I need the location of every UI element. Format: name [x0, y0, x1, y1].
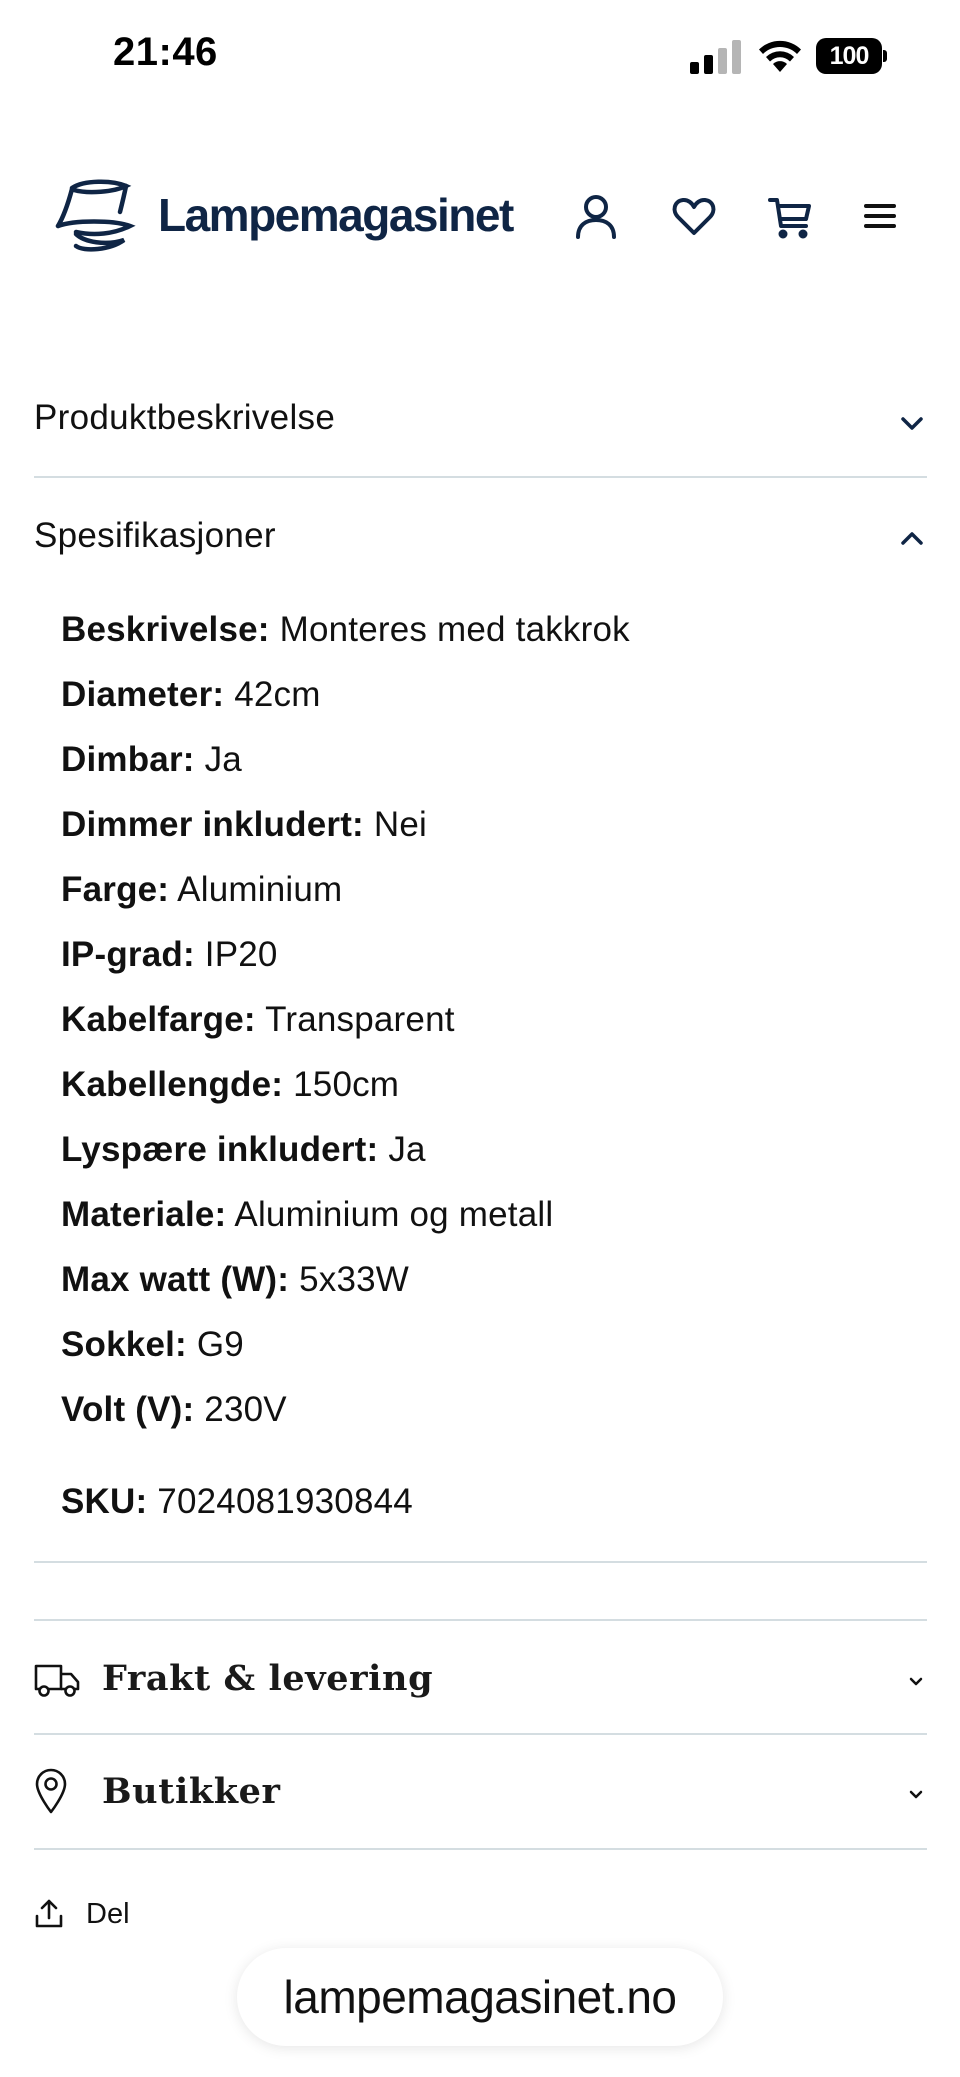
spec-label: IP-grad: [61, 935, 195, 974]
spec-row [61, 1260, 409, 1300]
spec-row [61, 935, 278, 975]
signal-icon [690, 40, 742, 74]
spec-label: Diameter: [61, 675, 225, 714]
spec-row [61, 870, 342, 910]
spec-row [61, 1000, 455, 1040]
spec-value: Monteres med takkrok [279, 610, 630, 649]
chevron-down-icon [905, 1783, 927, 1805]
status-time: 21:46 [113, 30, 218, 74]
share-label: Del [86, 1898, 130, 1930]
chevron-down-icon [897, 408, 927, 438]
spec-row [61, 805, 427, 845]
spec-row [61, 1325, 244, 1365]
spec-label: Volt (V): [61, 1390, 195, 1429]
spec-label: Sokkel: [61, 1325, 187, 1364]
chevron-up-icon [897, 524, 927, 554]
spec-label: Materiale: [61, 1195, 227, 1234]
browser-address-bar[interactable]: lampemagasinet.no [237, 1948, 723, 2046]
spec-label: Lyspære inkludert: [61, 1130, 379, 1169]
divider [34, 1561, 927, 1563]
accordion-title: Produktbeskrivelse [34, 398, 336, 437]
accordion-specifications[interactable] [34, 516, 927, 564]
spec-label: Kabelfarge: [61, 1000, 256, 1039]
spec-row [61, 740, 242, 780]
spec-label: Dimbar: [61, 740, 195, 779]
spec-row [61, 1130, 426, 1170]
divider [34, 1619, 927, 1621]
cart-icon[interactable] [766, 192, 814, 240]
heart-icon[interactable] [670, 192, 718, 240]
battery-level: 100 [816, 38, 882, 74]
sku-row [61, 1482, 413, 1522]
share-icon [34, 1898, 64, 1930]
spec-value: Ja [204, 740, 242, 779]
menu-icon[interactable] [860, 192, 900, 240]
battery-tip [883, 50, 887, 62]
accordion-stores[interactable] [34, 1763, 927, 1825]
spec-row [61, 1195, 553, 1235]
accordion-title: Spesifikasjoner [34, 516, 276, 555]
divider [34, 1848, 927, 1850]
spec-value: 150cm [293, 1065, 400, 1104]
sku-value: 7024081930844 [157, 1482, 413, 1521]
divider [34, 476, 927, 478]
spec-value: 5x33W [299, 1260, 410, 1299]
truck-icon [34, 1662, 80, 1698]
site-header [0, 160, 960, 270]
spec-value: 42cm [234, 675, 321, 714]
accordion-shipping[interactable] [34, 1650, 927, 1712]
spec-value: IP20 [204, 935, 278, 974]
spec-row [61, 610, 630, 650]
account-icon[interactable] [572, 192, 620, 240]
sku-label: SKU: [61, 1482, 148, 1521]
spec-label: Max watt (W): [61, 1260, 290, 1299]
spec-value: Ja [388, 1130, 426, 1169]
spec-label: Farge: [61, 870, 170, 909]
spec-label: Kabellengde: [61, 1065, 284, 1104]
spec-value: Transparent [265, 1000, 455, 1039]
chevron-down-icon [905, 1670, 927, 1692]
spec-value: Aluminium [177, 870, 343, 909]
accordion-product-description[interactable] [34, 398, 927, 446]
spec-row [61, 675, 321, 715]
accordion-title: Frakt & levering [102, 1658, 434, 1699]
spec-label: Dimmer inkludert: [61, 805, 364, 844]
divider [34, 1733, 927, 1735]
wifi-icon [756, 38, 804, 74]
spec-row [61, 1065, 399, 1105]
brand-logo-text[interactable]: Lampemagasinet [158, 189, 513, 241]
spec-value: G9 [196, 1325, 244, 1364]
lamp-logo-icon[interactable] [54, 176, 136, 256]
spec-value: 230V [204, 1390, 287, 1429]
accordion-title: Butikker [102, 1771, 281, 1812]
spec-value: Nei [373, 805, 427, 844]
spec-row [61, 1390, 287, 1430]
spec-label: Beskrivelse: [61, 610, 270, 649]
status-bar [0, 0, 960, 110]
location-pin-icon [34, 1768, 68, 1814]
spec-value: Aluminium og metall [234, 1195, 554, 1234]
battery-indicator [816, 38, 888, 74]
